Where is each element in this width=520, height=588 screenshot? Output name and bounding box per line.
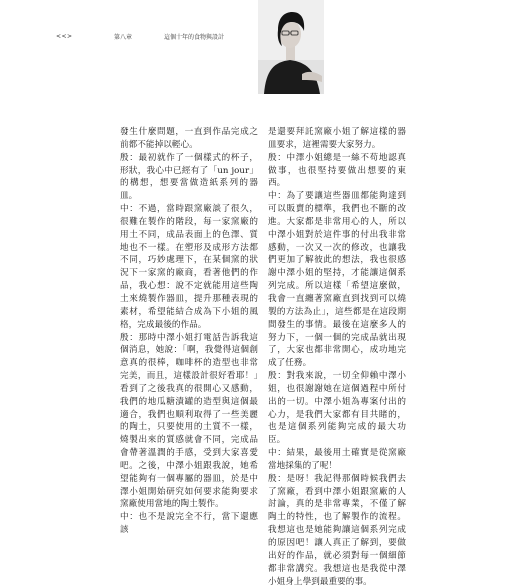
paragraph: 中：為了要讓這些器皿都能夠達到可以販賣的標準，我們也不斷的改進。大家都是非常用心的人，所以中澤小姐對於這件事的付出我非常感動，一次又一次的修改，也讓我們更加了解彼此的想法，我也很感謝中澤小姐的堅持，才能讓這個系列完成。所以這樣「希望這麼做，我會一直纏著窯廠直到找到可以燒製的方法為止」，這些都是在這段期間發生的事情。最後在這麼多人的努力下，一個一個的完成品就出現了，大家也都非常開心，成功地完成了任務。 [268, 191, 406, 369]
section-title: 這個十年的食物與設計 [164, 33, 225, 41]
page-number: <<> [56, 32, 73, 40]
paragraph: 發生什麼問題，一直到作品完成之前都不能掉以輕心。 [120, 127, 258, 150]
paragraph: 殷：對我來說，一切全仰賴中澤小姐，也很謝謝她在這個過程中所付出的一切。中澤小姐為專案付出的心力，是我們大家都有目共睹的，也是這個系列能夠完成的最大功臣。 [268, 371, 406, 446]
paragraph: 中：不過，當時跟窯廠談了很久，很難在製作的階段，每一家窯廠的用土不同，成品表面上的色澤、質地也不一樣。在塑形及成形方法都不同，巧妙處理下，在某個窯的狀況下一家窯的廠商，看著他們的作品，我心想：說不定就能用這些陶土來燒製作器皿，提升那種表現的素材，希望能結合成為下小姐的風格，完成最後的作品。 [120, 204, 258, 330]
paragraph: 是還要拜託窯廠小姐了解這樣的器皿要求，這裡需要大家努力。 [268, 127, 406, 150]
running-header [56, 30, 224, 42]
paragraph: 中：結果，最後用土確實是從窯廠當地採集的了呢！ [268, 448, 406, 471]
paragraph: 殷：那時中澤小姐打電話告訴我這個消息，她說：「啊，我覺得這個創意真的很棒，咖啡杯的造型也非常完美，而且，這樣設計很好看耶！」看到了之後我真的很開心又感動，我們的地瓜糖漬罐的造型與這個最適合，我們也順利取得了一些美麗的陶土，只要使用的土質不一樣，燒製出來的質感就會不同，完成品會帶著溫潤的手感，受到大家喜愛吧。之後，中澤小姐跟我說，她希望能夠有一個專屬的器皿，於是中澤小姐開始研究如何要求能夠要求窯廠使用當地的陶土製作。 [120, 332, 258, 510]
paragraph: 殷：是呀！我記得那個時候我們去了窯廠，看到中澤小姐跟窯廠的人討論，真的是非常專業，不僅了解陶土的特性，也了解製作的流程。我想這也是她能夠讓這個系列完成的原因吧！讓人真正了解到，要做出好的作品，就必須對每一個細節都非常講究。我想這也是我從中澤小姐身上學到最重要的事。 [268, 473, 406, 587]
portrait-photo [258, 0, 324, 94]
paragraph: 中：也不是說完全不行，當下還應該 [120, 512, 258, 536]
paragraph: 殷：最初就作了一個樣式的杯子，形狀，我心中已經有了「un jour」的構想，想要當做造紙系列的器皿。 [120, 152, 258, 202]
paragraph: 殷：中澤小姐總是一絲不苟地認真做事，也很堅持要做出想要的東西。 [268, 152, 406, 189]
text-column-left [120, 126, 258, 536]
chapter-label: 第八章 [114, 33, 133, 41]
text-column-right [268, 126, 406, 587]
